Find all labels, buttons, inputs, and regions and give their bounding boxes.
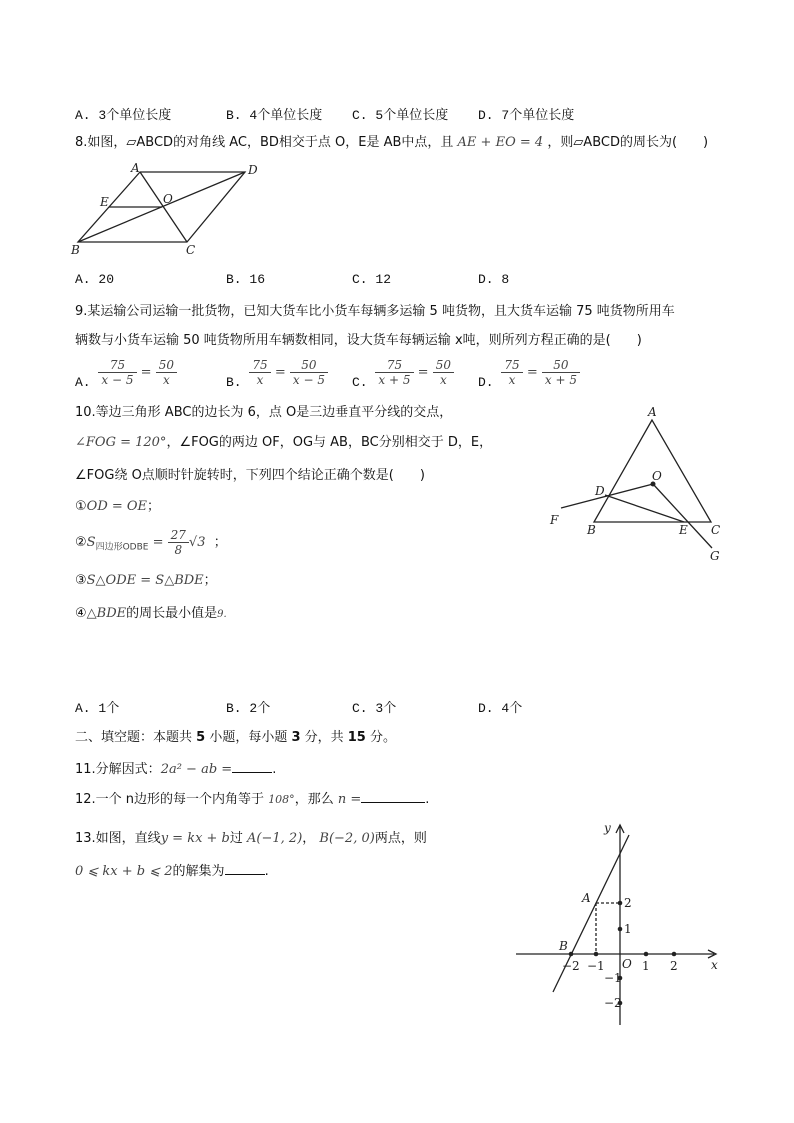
q10-option-b: B. 2个 — [226, 701, 271, 716]
s2-n3: 15 — [347, 730, 366, 745]
equals-sign: = — [522, 364, 542, 380]
q13-f1: y = kx + b — [160, 831, 230, 846]
numerator: 75 — [98, 358, 136, 373]
c2-radical: √3 — [188, 535, 206, 550]
q10-option-d: D. 4个 — [478, 701, 523, 716]
equals-sign: = — [136, 364, 156, 380]
q13-f3: B(−2, 0) — [319, 831, 375, 846]
q10-option-a: A. 1个 — [75, 701, 120, 716]
q8-option-d: D. 8 — [478, 272, 510, 287]
q10-line1: 10.等边三角形 ABC的边长为 6，点 O是三边垂直平分线的交点， — [75, 405, 453, 420]
q9-line1: 9.某运输公司运输一批货物，已知大货车比小货车每辆多运输 5 吨货物，且大货车运输 75 吨货物所用车 — [75, 304, 675, 319]
denominator: x — [256, 373, 264, 387]
denominator: x — [162, 373, 170, 387]
q8-option-a: A. 20 — [75, 272, 115, 287]
denominator: x — [439, 373, 447, 387]
s2-n2: 3 — [291, 730, 301, 745]
label-O: O — [652, 469, 662, 483]
q7-option-a: A. 3个单位长度 — [75, 108, 172, 123]
q12-formula-n: n = — [337, 792, 362, 807]
x-tick-neg1: −1 — [587, 959, 605, 973]
denominator: x + 5 — [378, 373, 411, 387]
equals-sign: = — [413, 364, 433, 380]
label-O: O — [163, 192, 173, 206]
numerator: 50 — [290, 358, 328, 373]
equals-sign: = — [270, 364, 290, 380]
point-b-label: B — [559, 939, 568, 953]
c2-den: 8 — [174, 543, 183, 557]
c2-eq: = — [148, 535, 168, 550]
q13-f2: A(−1, 2) — [247, 831, 303, 846]
c3-end: ； — [203, 573, 217, 588]
x-axis-label: x — [711, 958, 718, 972]
q8-formula: AE + EO = 4 — [457, 135, 544, 150]
q12-mid: ，那么 — [294, 792, 338, 807]
denominator: x + 5 — [544, 373, 577, 387]
y-tick-neg2: −2 — [604, 996, 622, 1010]
point-a-label: A — [582, 891, 591, 905]
option-letter: A. — [75, 374, 91, 390]
x-tick-neg2: −2 — [562, 959, 580, 973]
label-E: E — [679, 523, 688, 537]
q10-line2-text: ，∠FOG的两边 OF，OG与 AB，BC分别相交于 D，E， — [166, 435, 493, 450]
q11-text: 11.分解因式： — [75, 762, 161, 777]
q10-angle-formula: ∠FOG = 120° — [75, 435, 167, 450]
c4-formula: △BDE — [86, 606, 127, 621]
q9-line2: 辆数与小货车运输 50 吨货物所用车辆数相同，设大货车每辆运输 x吨，则所列方程正确的是( ) — [75, 333, 642, 348]
q13-f4: 0 ⩽ kx + b ⩽ 2 — [75, 864, 173, 879]
c1-end: ； — [147, 499, 161, 514]
numerator: 50 — [542, 358, 580, 373]
q8-option-b: B. 16 — [226, 272, 266, 287]
label-D: D — [595, 484, 605, 498]
mark-2: ② — [75, 535, 87, 550]
y-tick-neg1: −1 — [604, 971, 622, 985]
mark-1: ① — [75, 499, 87, 514]
q12-text: 12.一个 n边形的每一个内角等于 — [75, 792, 269, 807]
q13-t2: 过 — [229, 831, 248, 846]
c3-formula: S△ODE = S△BDE — [86, 573, 204, 588]
q7-option-b: B. 4个单位长度 — [226, 108, 323, 123]
label-C: C — [186, 243, 196, 257]
q13-t3: ， — [302, 831, 320, 846]
label-E: E — [100, 195, 109, 209]
q13-t5: 的解集为 — [172, 864, 225, 879]
q8-stem-suffix: ，则▱ABCD的周长为( ) — [547, 135, 709, 150]
mark-3: ③ — [75, 573, 87, 588]
c4-text: 的周长最小值是 — [126, 606, 218, 621]
numerator: 50 — [433, 358, 454, 373]
numerator: 75 — [249, 358, 270, 373]
denominator: x — [508, 373, 516, 387]
s2-a: 二、填空题：本题共 — [75, 730, 197, 745]
option-letter: C. — [352, 374, 368, 390]
y-tick-2: 2 — [624, 896, 632, 910]
label-G: G — [710, 549, 720, 563]
option-letter: D. — [478, 374, 494, 390]
label-A: A — [131, 161, 140, 175]
label-A: A — [648, 405, 657, 419]
q8-stem-prefix: 8.如图，▱ABCD的对角线 AC，BD相交于点 O，E是 AB中点，且 — [75, 135, 454, 150]
c1-formula: OD = OE — [86, 499, 148, 514]
y-axis-label: y — [604, 821, 611, 835]
denominator: x − 5 — [101, 373, 134, 387]
c2-end: ； — [213, 535, 227, 550]
q11-formula: 2a² − ab = — [160, 762, 233, 777]
q13-t4: 两点，则 — [374, 831, 427, 846]
x-tick-1: 1 — [642, 959, 650, 973]
s2-n1: 5 — [196, 730, 206, 745]
q10-option-c: C. 3个 — [352, 701, 397, 716]
option-letter: B. — [226, 374, 242, 390]
label-F: F — [550, 513, 559, 527]
numerator: 75 — [375, 358, 413, 373]
c2-sub: 四边形ODBE — [95, 542, 149, 553]
c4-value: 9. — [217, 609, 227, 620]
s2-b: 小题，每小题 — [205, 730, 292, 745]
c2-num: 27 — [168, 528, 189, 543]
label-B: B — [587, 523, 596, 537]
q7-option-d: D. 7个单位长度 — [478, 108, 575, 123]
q8-option-c: C. 12 — [352, 272, 392, 287]
s2-d: 分。 — [365, 730, 396, 745]
q7-option-c: C. 5个单位长度 — [352, 108, 449, 123]
numerator: 75 — [501, 358, 522, 373]
c2-s: S — [86, 535, 96, 550]
denominator: x − 5 — [292, 373, 325, 387]
x-tick-2: 2 — [670, 959, 678, 973]
label-B: B — [71, 243, 80, 257]
q13-t1: 13.如图，直线 — [75, 831, 161, 846]
q12-formula: 108° — [268, 793, 295, 806]
numerator: 50 — [156, 358, 177, 373]
q13-end: . — [264, 864, 269, 879]
s2-c: 分，共 — [300, 730, 348, 745]
mark-4: ④ — [75, 606, 87, 621]
label-D: D — [248, 163, 258, 177]
q12-end: . — [425, 792, 430, 807]
y-tick-1: 1 — [624, 922, 632, 936]
label-C: C — [711, 523, 721, 537]
q10-line3: ∠FOG绕 O点顺时针旋转时，下列四个结论正确个数是( ) — [75, 468, 425, 483]
origin-label: O — [622, 957, 632, 971]
q11-end: . — [272, 762, 277, 777]
